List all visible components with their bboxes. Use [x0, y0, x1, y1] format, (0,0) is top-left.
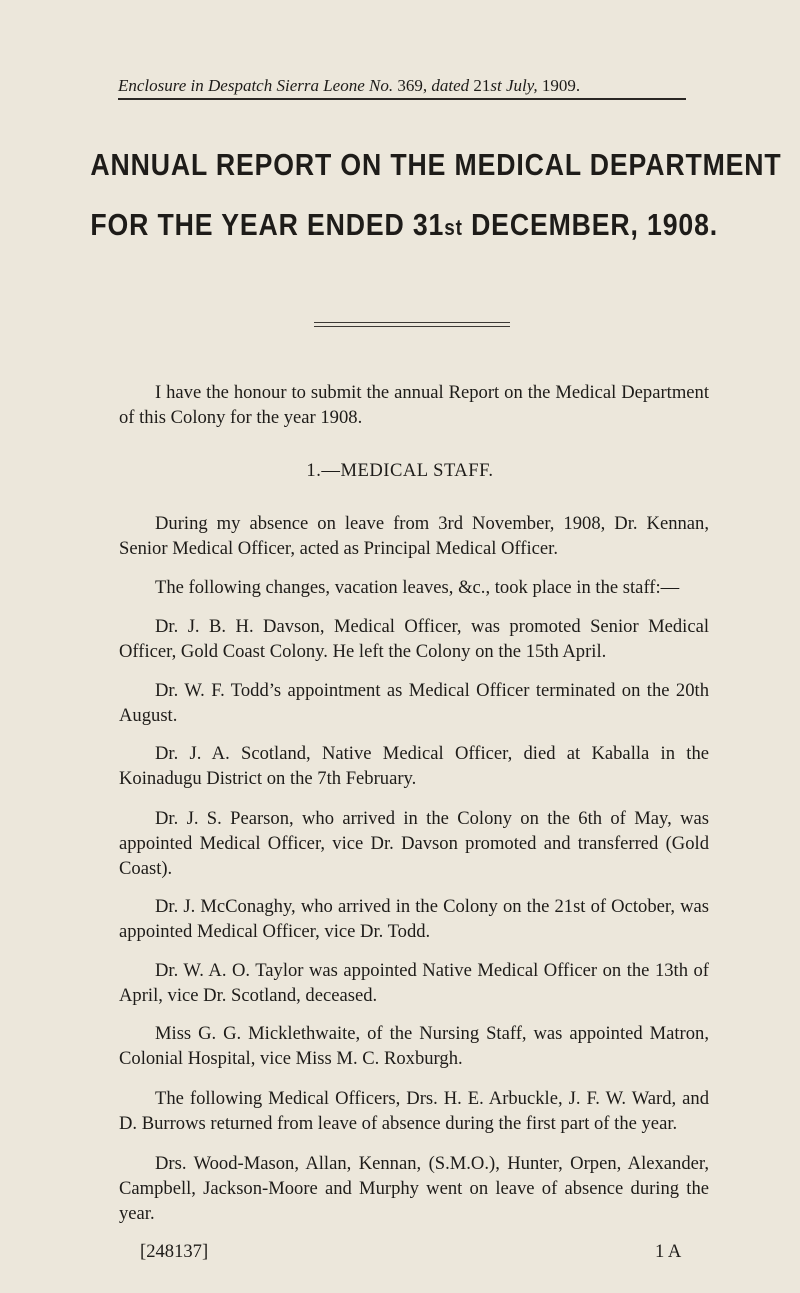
paragraph: Dr. J. A. Scotland, Native Medical Officer, died at Kaballa in the Koinadugu District on the 7th February. [119, 743, 709, 789]
title-line-2-sup: st [444, 215, 463, 240]
enclosure-text: Enclosure in Despatch Sierra Leone No. [118, 76, 394, 95]
paragraph: Dr. W. A. O. Taylor was appointed Native Medical Officer on the 13th of April, vice Dr. Scotland, deceased. [119, 960, 709, 1006]
paragraph: The following Medical Officers, Drs. H. E. Arbuckle, J. F. W. Ward, and D. Burrows returned from leave of absence during the first part of the year. [119, 1088, 709, 1134]
paragraph: Drs. Wood-Mason, Allan, Kennan, (S.M.O.), Hunter, Orpen, Alexander, Campbell, Jackson-Moore and Murphy went on leave of absence during the year. [119, 1153, 709, 1224]
double-rule-top [314, 322, 510, 323]
title-line-2-end: DECEMBER, 1908. [471, 207, 719, 242]
section-heading: 1.—MEDICAL STAFF. [306, 460, 494, 481]
enclosure-date-suffix: st July, [490, 76, 538, 95]
paragraph: Dr. J. S. Pearson, who arrived in the Colony on the 6th of May, was appointed Medical Officer, vice Dr. Davson promoted and transferred (Gold Coast). [119, 808, 709, 879]
paragraph: Dr. J. B. H. Davson, Medical Officer, was promoted Senior Medical Officer, Gold Coast Colony. He left the Colony on the 15th April. [119, 616, 709, 662]
enclosure-line [118, 76, 688, 96]
enclosure-date-num: 21 [473, 76, 491, 95]
enclosure-underline [118, 98, 686, 100]
paragraph: During my absence on leave from 3rd November, 1908, Dr. Kennan, Senior Medical Officer, acted as Principal Medical Officer. [119, 513, 709, 559]
footer-signature: 1 A [655, 1241, 682, 1262]
paragraph: Miss G. G. Micklethwaite, of the Nursing Staff, was appointed Matron, Colonial Hospital, vice Miss M. C. Roxburgh. [119, 1023, 709, 1069]
enclosure-year: 1909. [541, 76, 581, 95]
enclosure-number: 369, [397, 76, 428, 95]
intro-paragraph: I have the honour to submit the annual Report on the Medical Department of this Colony for the year 1908. [119, 382, 709, 428]
paragraph: Dr. W. F. Todd’s appointment as Medical Officer terminated on the 20th August. [119, 680, 709, 726]
double-rule-bottom [314, 326, 510, 327]
report-title-line-2 [90, 207, 719, 243]
enclosure-dated: dated [431, 76, 470, 95]
footer-reference: [248137] [140, 1241, 209, 1262]
title-line-2-start: FOR THE YEAR ENDED 31 [90, 207, 445, 242]
report-title-line-1: ANNUAL REPORT ON THE MEDICAL DEPARTMENT [90, 147, 782, 182]
paragraph: The following changes, vacation leaves, &c., took place in the staff:— [155, 577, 680, 598]
paragraph: Dr. J. McConaghy, who arrived in the Colony on the 21st of October, was appointed Medical Officer, vice Dr. Todd. [119, 896, 709, 942]
